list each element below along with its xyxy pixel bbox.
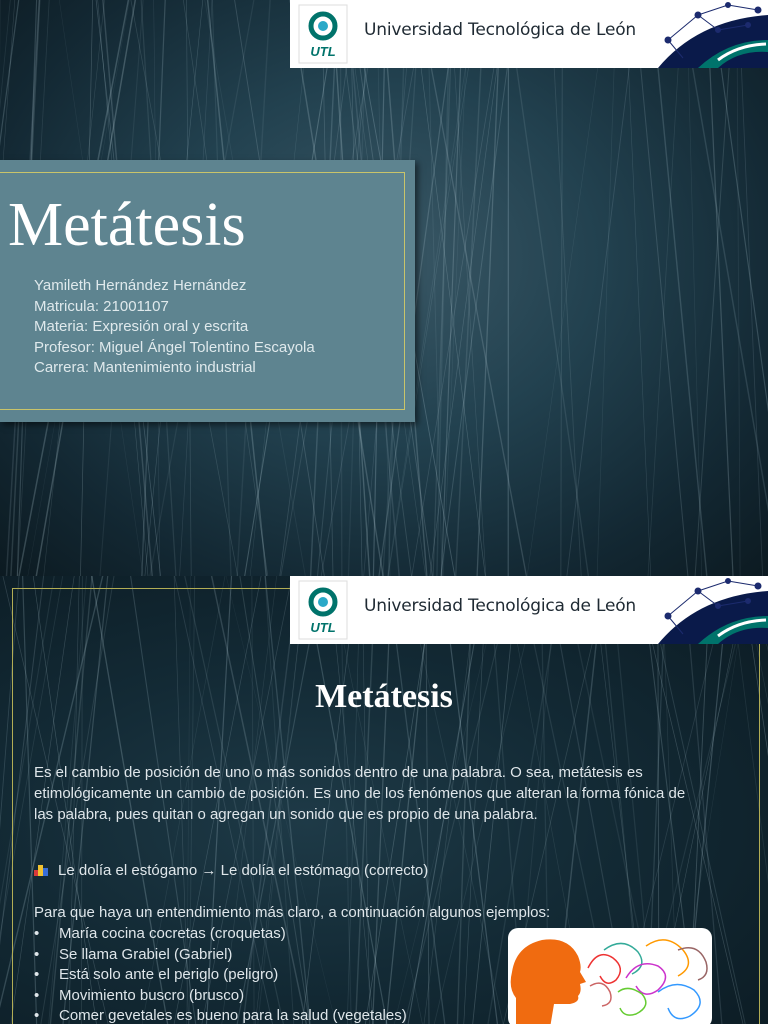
background-line xyxy=(437,0,450,576)
background-line xyxy=(737,0,740,576)
background-line xyxy=(551,0,582,576)
content-slide xyxy=(0,576,768,1024)
university-banner xyxy=(290,576,768,644)
list-item: • Está solo ante el periglo (peligro) xyxy=(34,965,407,986)
author-info xyxy=(34,276,315,379)
list-item: • María cocina cocretas (croquetas) xyxy=(34,924,407,945)
university-banner xyxy=(290,0,768,68)
background-line xyxy=(561,0,563,576)
carrera: Carrera: Mantenimiento industrial xyxy=(34,359,256,376)
profesor: Profesor: Miguel Ángel Tolentino Escayola xyxy=(34,338,315,356)
flag-bullet-icon xyxy=(34,865,48,876)
background-line xyxy=(597,0,616,576)
speaking-head-illustration xyxy=(508,928,712,1024)
background-line xyxy=(687,0,702,576)
background-line xyxy=(648,0,682,576)
background-line xyxy=(626,0,651,576)
utl-logo-icon xyxy=(298,4,348,64)
background-line xyxy=(567,0,638,576)
example-text: Le dolía el estógamo → Le dolía el estómago (correcto) xyxy=(58,862,429,879)
background-line xyxy=(413,0,486,576)
cover-title: Metátesis xyxy=(8,191,246,259)
background-line xyxy=(652,0,707,576)
background-line xyxy=(527,0,607,576)
svg-text:UTL: UTL xyxy=(310,44,336,59)
background-line xyxy=(412,0,505,576)
university-name: Universidad Tecnológica de León xyxy=(364,20,636,40)
materia: Materia: Expresión oral y escrita xyxy=(34,318,249,335)
content-title: Metátesis xyxy=(315,678,453,715)
background-line xyxy=(634,0,688,576)
example-line xyxy=(34,862,428,879)
list-item: • Se llama Grabiel (Gabriel) xyxy=(34,945,407,966)
definition-text: Es el cambio de posición de uno o más sonidos dentro de una palabra. O sea, metátesis es etimológicamente un cambio de posición. Es uno de los fenómenos que alteran la forma fónica de las palabra, pues quitan o agregan un sonido que es propio de una palabra. xyxy=(34,764,686,823)
examples-list xyxy=(34,924,407,1024)
network-graphic-icon xyxy=(628,576,768,644)
network-graphic-icon xyxy=(628,0,768,68)
examples-intro: Para que haya un entendimiento más claro, a continuación algunos ejemplos: xyxy=(34,904,551,921)
speaking-head-icon xyxy=(508,928,712,1024)
university-name: Universidad Tecnológica de León xyxy=(364,596,636,616)
background-line xyxy=(695,0,734,576)
author-name: Yamileth Hernández Hernández xyxy=(34,277,247,294)
svg-text:UTL: UTL xyxy=(310,620,336,635)
cover-title-box xyxy=(0,160,415,422)
list-item: • Movimiento buscro (brusco) xyxy=(34,986,407,1007)
utl-logo-icon xyxy=(298,580,348,640)
background-line xyxy=(707,0,733,576)
matricula: Matricula: 21001107 xyxy=(34,297,169,315)
background-line xyxy=(739,0,763,576)
list-item: • Comer gevetales es bueno para la salud (vegetales) xyxy=(34,1006,407,1024)
